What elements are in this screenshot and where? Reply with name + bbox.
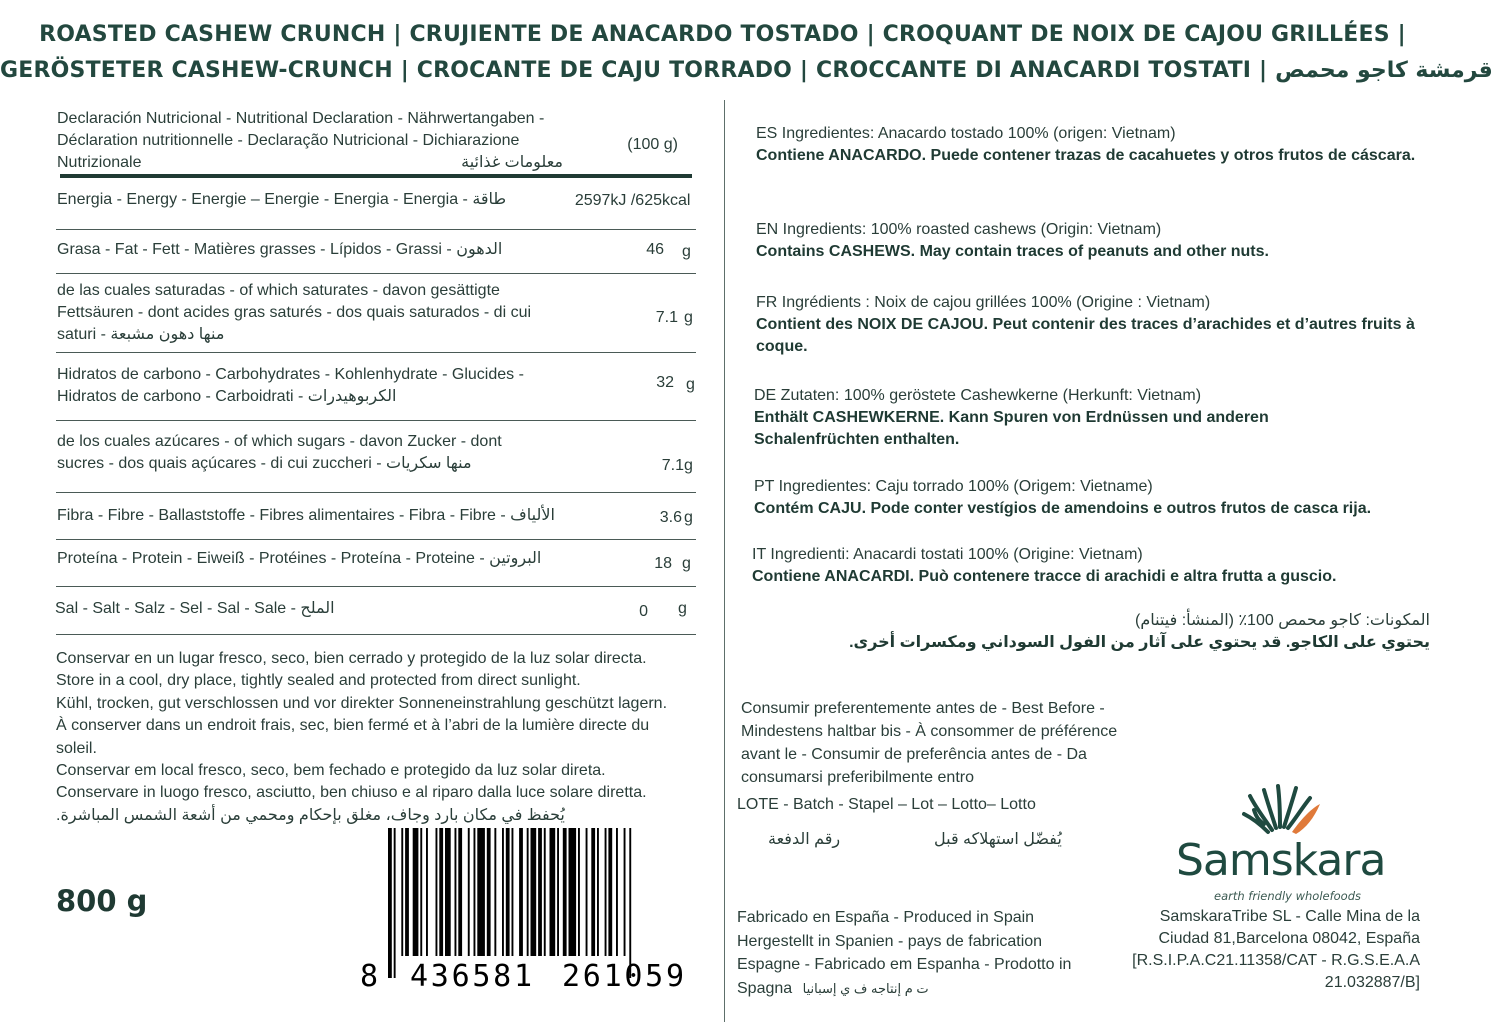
ingredients-pt: [754, 476, 1434, 520]
barcode-bar: [563, 828, 567, 956]
brand-tagline: earth friendly wholefoods: [1214, 889, 1362, 903]
best-before-label: Consumir preferentemente antes de - Best Before - Mindestens haltbar bis - À consommer de préférence avant le - Consumir de preferência antes de - Da consumarsi preferibilmente entro: [741, 700, 1118, 786]
nutrition-row-unit: g: [684, 509, 693, 526]
barcode-bar: [436, 828, 438, 956]
nutrition-row-label: Proteína - Protein - Eiweiß - Protéines - Proteína - Proteine - البروتين: [57, 550, 542, 567]
nutrition-row-label: Fibra - Fibre - Ballaststoffe - Fibres alimentaires - Fibra - Fibre - الألياف: [57, 507, 555, 524]
nutrition-row-unit: g: [682, 555, 691, 572]
ingredients-es: [756, 123, 1416, 167]
storage-line: Store in a cool, dry place, tightly sealed and protected from direct sunlight.: [56, 672, 581, 690]
nutrition-row-value: 2597kJ /625: [574, 192, 662, 209]
barcode-bar: [527, 828, 529, 956]
nutrition-row-value: 32: [656, 374, 674, 391]
allergen-statement: Contains CASHEWS. May contain traces of peanuts and other nuts.: [756, 243, 1269, 260]
nutrition-row-label: Energia - Energy - Energie – Energie - Energia - Energia - طاقة: [57, 191, 507, 208]
net-weight: 800 g: [56, 884, 148, 918]
barcode-bar: [578, 828, 580, 956]
row-divider: [56, 352, 696, 353]
barcode-bar: [557, 828, 559, 956]
barcode-bar: [413, 828, 419, 956]
nutrition-row-unit: g: [686, 376, 695, 393]
nutrition-row-unit: g: [678, 600, 687, 617]
barcode-bar: [586, 828, 588, 956]
nutrition-header-rule: [60, 174, 692, 178]
nutrition-row-value: 0: [639, 603, 648, 620]
brand-name: Samskara: [1176, 835, 1386, 886]
barcode-bar: [468, 828, 470, 956]
address-line: [R.S.I.P.A.C21.11358/CAT - R.G.S.E.A.A: [1132, 952, 1420, 969]
nutrition-row-value: 18: [654, 555, 672, 572]
allergen-statement: Contiene ANACARDI. Può contenere tracce di arachidi e altra frutta a guscio.: [752, 568, 1337, 585]
row-divider: [56, 634, 696, 635]
ingredients-line: ES Ingredientes: Anacardo tostado 100% (origen: Vietnam): [756, 125, 1176, 142]
nutrition-row-value: 7.1: [655, 309, 678, 326]
row-divider: [56, 492, 696, 493]
nutrition-row-unit: g: [684, 457, 693, 474]
barcode-bar: [388, 828, 392, 978]
nutrition-header: [56, 108, 696, 178]
barcode-digit-first: 8: [360, 959, 379, 994]
ingredients-de: [754, 385, 1314, 451]
barcode-bar: [420, 828, 422, 956]
barcode-bar: [569, 828, 577, 956]
nutrition-row-unit: g: [684, 309, 693, 326]
nutrition-row-label: Grasa - Fat - Fett - Matières grasses - Lípidos - Grassi - الدهون: [57, 241, 503, 258]
ingredients-ar: [820, 610, 1430, 654]
row-divider: [56, 420, 696, 421]
barcode-bar: [538, 828, 542, 956]
barcode-bar: [550, 828, 556, 956]
nutrition-row-value: 3.6: [659, 509, 682, 526]
nutrition-row-label: de las cuales saturadas - of which saturates - davon gesättigte Fettsäuren - dont acides gras saturés - dos quais saturados - di cui saturi - منها دهون مشبعة: [57, 282, 532, 343]
barcode-bar: [426, 828, 428, 956]
manufacturer-address: [1120, 906, 1420, 994]
ingredients-line: المكونات: كاجو محمص 100٪ (المنشأ: فيتنام): [1135, 612, 1430, 629]
row-divider: [56, 273, 696, 274]
address-line: SamskaraTribe SL - Calle Mina de la: [1159, 908, 1420, 925]
address-line: Ciudad 81,Barcelona 08042, España: [1158, 930, 1420, 947]
barcode-bar: [455, 828, 457, 956]
allergen-statement: يحتوي على الكاجو. قد يحتوي على آثار من الفول السوداني ومكسرات أخرى.: [849, 634, 1430, 651]
barcode-bar: [597, 828, 599, 956]
nutrition-header-label-ar: معلومات غذائية: [461, 154, 563, 171]
storage-line: Conservar en un lugar fresco, seco, bien cerrado y protegido de la luz solar directa.: [56, 650, 647, 667]
ingredients-line: DE Zutaten: 100% geröstete Cashewkerne (Herkunft: Vietnam): [754, 387, 1202, 404]
row-divider: [56, 539, 696, 540]
barcode-bar: [608, 828, 612, 956]
product-title-line-1: ROASTED CASHEW CRUNCH | CRUJIENTE DE ANACARDO TOSTADO | CROQUANT DE NOIX DE CAJOU GRILLÉES |: [39, 22, 1406, 47]
ingredients-fr: [756, 292, 1436, 358]
barcode-bar: [401, 828, 403, 956]
allergen-statement: Contém CAJU. Pode conter vestígios de amendoins e outros frutos de casca rija.: [754, 500, 1372, 517]
row-divider: [56, 586, 696, 587]
barcode: [358, 828, 702, 992]
lot-label-ar: رقم الدفعة: [768, 831, 841, 848]
allergen-statement: Enthält CASHEWKERNE. Kann Spuren von Erdnüssen und anderen Schalenfrüchten enthalten.: [754, 409, 1269, 448]
barcode-bar: [445, 828, 451, 956]
address-line: 21.032887/B]: [1324, 974, 1420, 991]
storage-line: Conservar em local fresco, seco, bem fechado e protegido da luz solar direta.: [56, 762, 606, 780]
nutrition-row-value: 46: [646, 241, 664, 258]
made-in-statement: [737, 906, 1097, 1000]
barcode-bar: [458, 828, 462, 956]
nutrition-row-label: de los cuales azúcares - of which sugars - davon Zucker - dont sucres - dos quais açúcares - di cui zuccheri - منها سكريات: [57, 433, 502, 472]
nutrition-row-unit: kcal: [662, 192, 691, 209]
made-in-text-ar: ت م إنتاجه ف ي إسبانيا: [802, 980, 929, 996]
storage-line: soleil.: [56, 739, 97, 757]
barcode-bar: [502, 828, 504, 956]
best-before-label-ar: يُفضّل استهلاكه قبل: [934, 831, 1062, 848]
ingredients-line: EN Ingredients: 100% roasted cashews (Origin: Vietnam): [756, 221, 1162, 238]
barcode-bar: [605, 828, 607, 956]
barcode-bar: [616, 828, 618, 956]
barcode-bar: [477, 828, 485, 956]
barcode-bar: [494, 828, 496, 956]
storage-line: يُحفظ في مكان بارد وجاف، مغلق بإحكام ومحمي من أشعة الشمس المباشرة.: [56, 806, 565, 824]
barcode-bar: [405, 828, 409, 956]
barcode-bar: [624, 828, 626, 956]
product-title-line-2: GERÖSTETER CASHEW-CRUNCH | CROCANTE DE CAJU TORRADO | CROCCANTE DI ANACARDI TOSTATI | قرمشة كاجو محمص: [0, 58, 1493, 83]
barcode-bar: [506, 828, 510, 956]
barcode-bar: [591, 828, 595, 956]
ingredients-it: [752, 544, 1432, 588]
nutrition-row-value: 7.1: [661, 457, 684, 474]
storage-line: À conserver dans un endroit frais, sec, bien fermé et à l’abri de la lumière directe du: [56, 717, 650, 735]
barcode-bar: [474, 828, 476, 956]
barcode-bar: [439, 828, 443, 956]
barcode-bar: [531, 828, 537, 956]
barcode-bar: [512, 828, 514, 956]
ingredients-line: PT Ingredientes: Caju torrado 100% (Origem: Vietname): [754, 478, 1153, 495]
lot-label: LOTE - Batch - Stapel – Lot – Lotto– Lotto: [737, 796, 1036, 813]
barcode-digits-left: 436581: [410, 959, 532, 994]
made-in-text: Fabricado en España - Produced in Spain Hergestellt in Spanien - pays de fabrication Espagne - Fabricado em Espanha - Prodotto in Spagna: [737, 909, 1072, 997]
nutrition-header-label: Declaración Nutricional - Nutritional Declaration - Nährwertangaben - Déclaration nutritionnelle - Declaração Nutricional - Dichiarazione Nutrizionale: [57, 110, 545, 171]
barcode-digits-right: 261059: [562, 959, 684, 994]
per-100g-label: (100 g): [627, 136, 678, 153]
nutrition-row-label: Hidratos de carbono - Carbohydrates - Kohlenhydrate - Glucides - Hidratos de carbono - Carboidrati - الكربوهيدرات: [57, 366, 524, 405]
barcode-bar: [394, 828, 396, 978]
nutrition-row-unit: g: [682, 243, 691, 260]
nutrition-row-label: Sal - Salt - Salz - Sel - Sal - Sale - الملح: [55, 600, 335, 617]
storage-line: Kühl, trocken, gut verschlossen und vor direkter Sonneneinstrahlung geschützt lagern.: [56, 694, 668, 712]
ingredients-en: [756, 219, 1416, 263]
ingredients-line: FR Ingrédients : Noix de cajou grillées 100% (Origine : Vietnam): [756, 294, 1211, 311]
ingredients-line: IT Ingredienti: Anacardi tostati 100% (Origine: Vietnam): [752, 546, 1143, 563]
storage-line: Conservare in luogo fresco, asciutto, ben chiuso e al riparo dalla luce solare diretta.: [56, 784, 647, 802]
barcode-bar: [519, 828, 523, 956]
allergen-statement: Contiene ANACARDO. Puede contener trazas de cacahuetes y otros frutos de cáscara.: [756, 147, 1416, 164]
storage-instructions: [56, 648, 716, 827]
column-divider: [724, 100, 725, 1022]
row-divider: [56, 229, 696, 230]
barcode-bar: [629, 828, 631, 978]
allergen-statement: Contient des NOIX DE CAJOU. Peut contenir des traces d’arachides et d’autres fruits à coque.: [756, 316, 1415, 355]
barcode-bar: [487, 828, 491, 956]
barcode-bar: [544, 828, 546, 956]
